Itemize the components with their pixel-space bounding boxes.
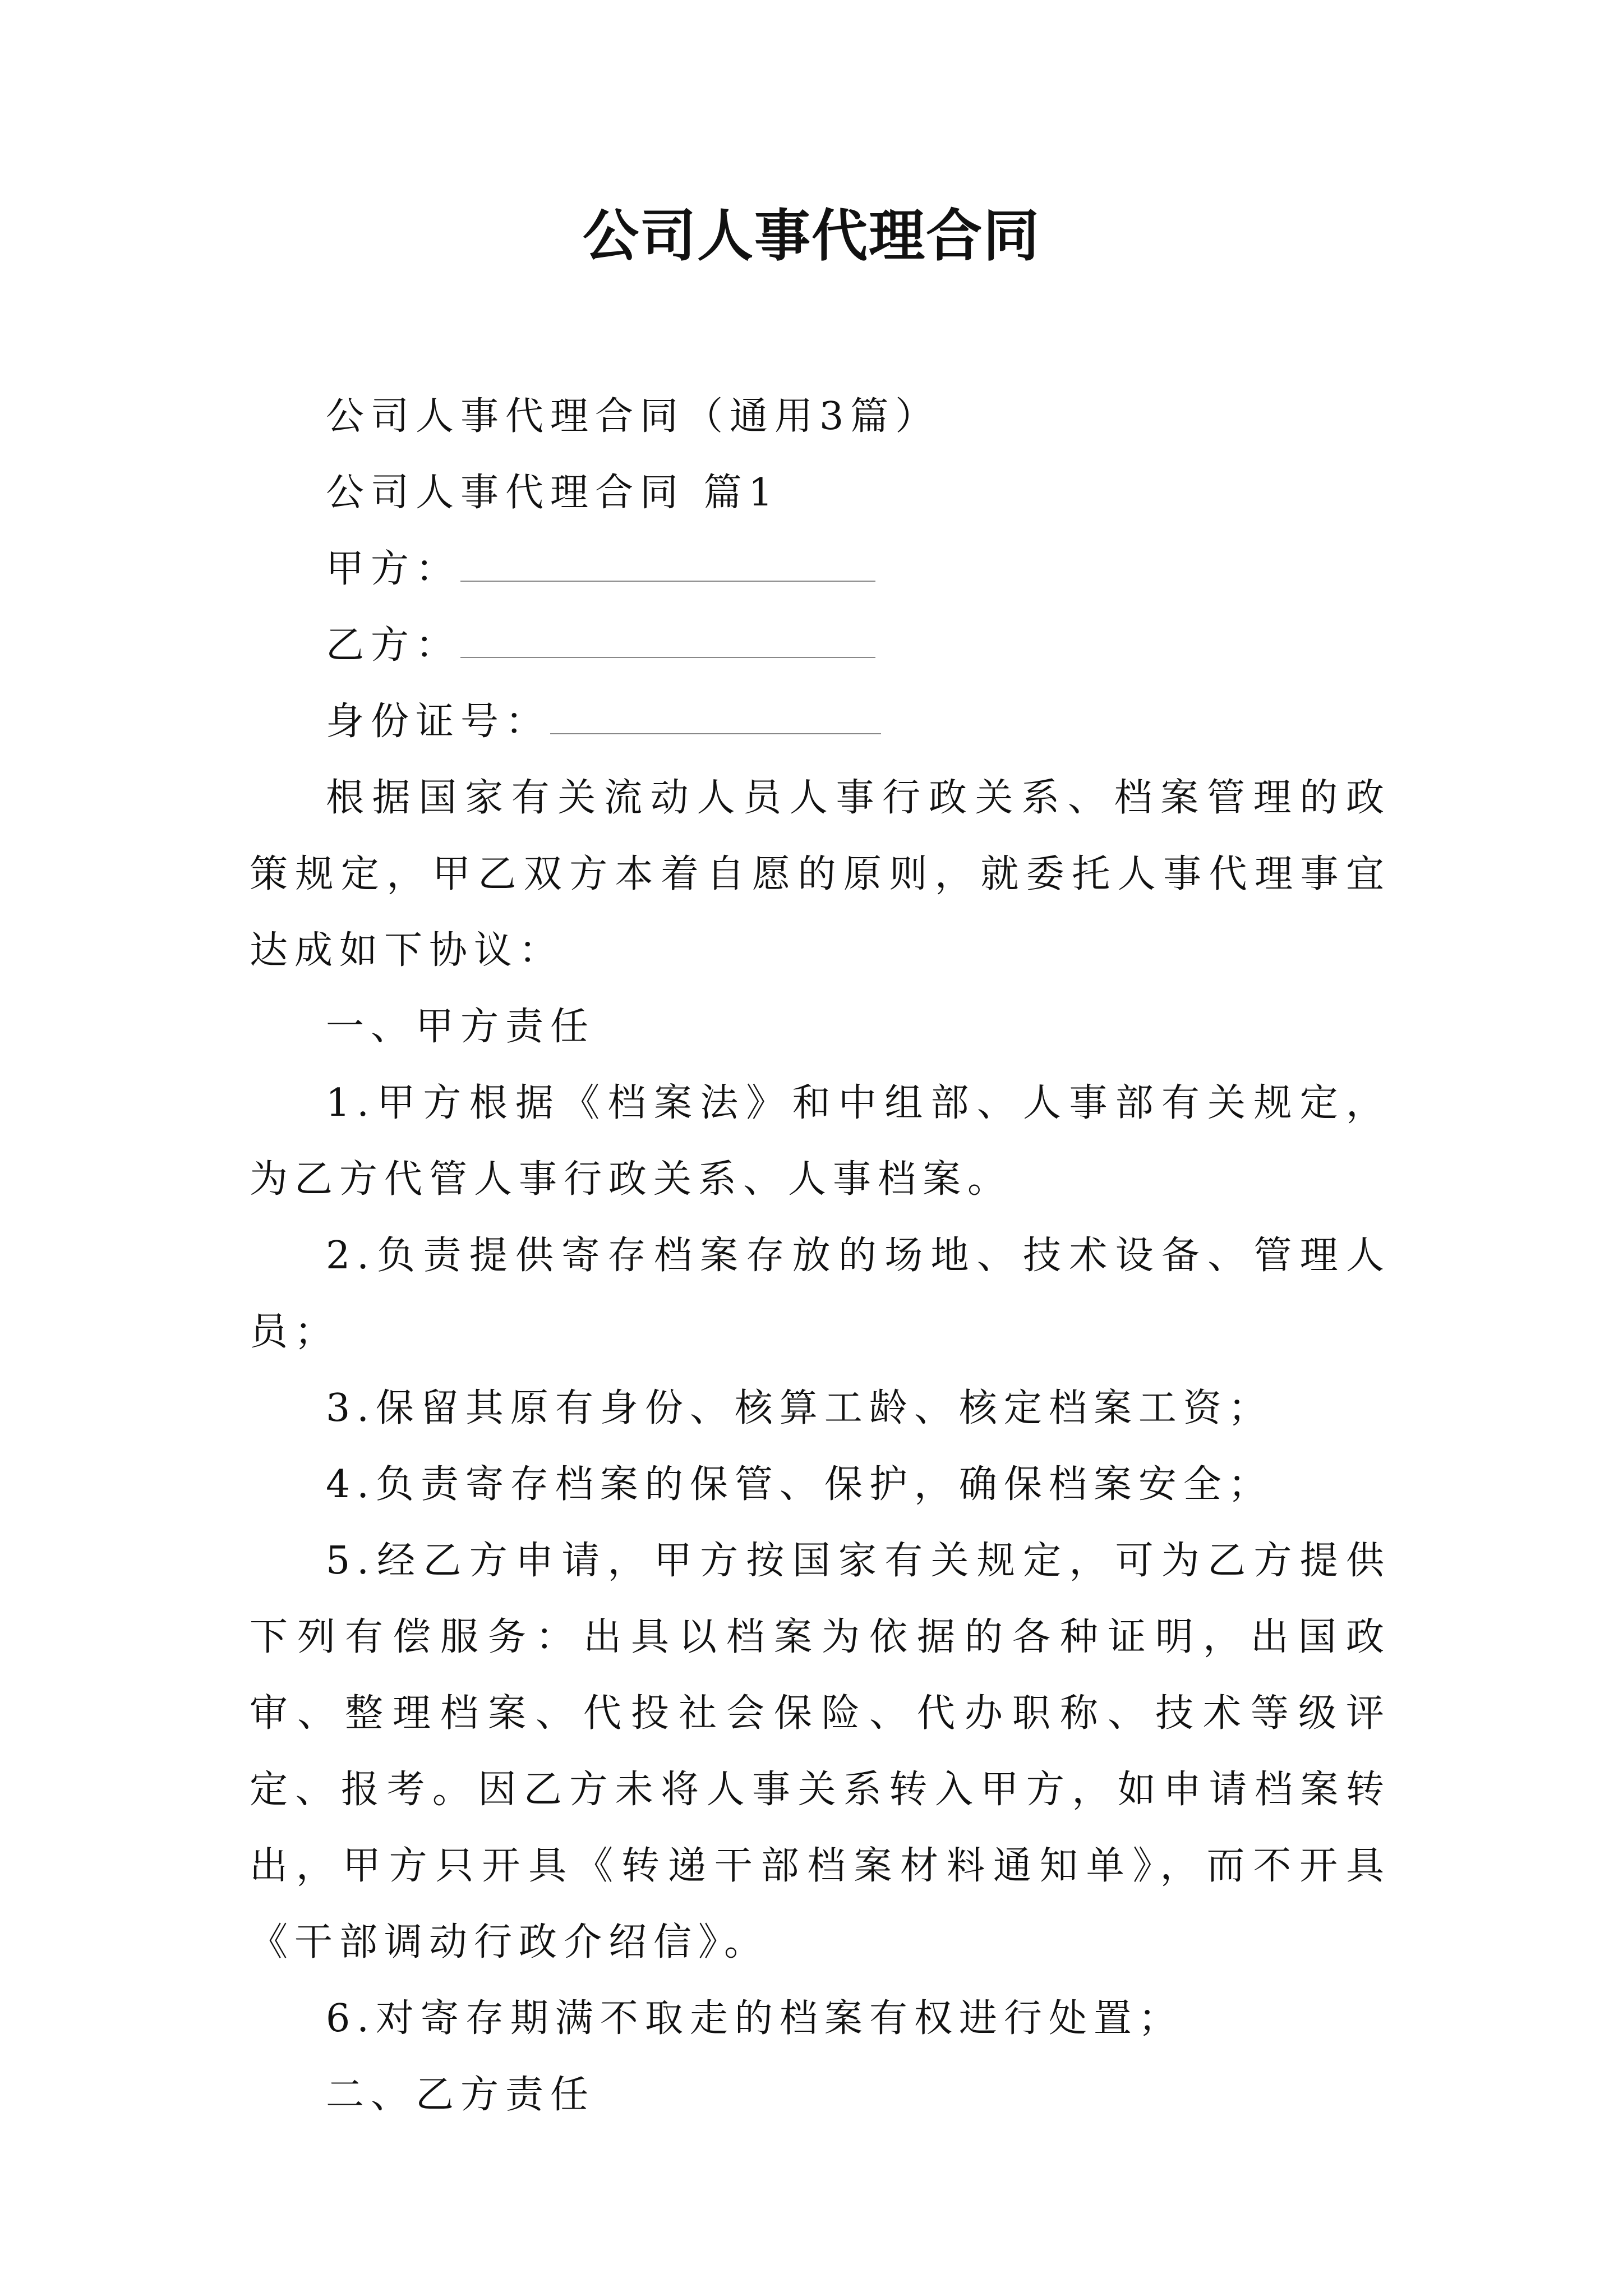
document-subtitle: 公司人事代理合同（通用3篇） <box>326 394 940 439</box>
document-body <box>250 379 1391 2133</box>
party-a-label: 甲方： <box>326 547 461 591</box>
section-heading-party-a: 一、甲方责任 <box>326 1005 596 1049</box>
clause-item-2: 2.负责提供寄存档案存放的场地、技术设备、管理人员； <box>250 1234 1391 1354</box>
document-title: 公司人事代理合同 <box>583 203 1040 269</box>
id-number-blank-line <box>550 700 881 734</box>
party-b-label: 乙方： <box>326 623 461 668</box>
section-heading-party-b: 二、乙方责任 <box>326 2073 596 2117</box>
intro-paragraph: 根据国家有关流动人员人事行政关系、档案管理的政策规定，甲乙双方本着自愿的原则，就委托人事代理事宜达成如下协议： <box>250 776 1391 973</box>
clause-item-4: 4.负责寄存档案的保管、保护，确保档案安全； <box>326 1462 1273 1507</box>
part-title: 公司人事代理合同 篇1 <box>326 471 780 515</box>
clause-item-6: 6.对寄存期满不取走的档案有权进行处置； <box>326 1996 1183 2041</box>
id-number-field <box>250 684 1391 760</box>
party-a-field <box>250 531 1391 608</box>
party-b-blank-line <box>460 623 875 658</box>
clause-item-1: 1.甲方根据《档案法》和中组部、人事部有关规定，为乙方代管人事行政关系、人事档案。 <box>250 1081 1391 1202</box>
party-a-blank-line <box>460 547 875 582</box>
clause-item-5: 5.经乙方申请，甲方按国家有关规定，可为乙方提供下列有偿服务：出具以档案为依据的各种证明，出国政审、整理档案、代投社会保险、代办职称、技术等级评定、报考。因乙方未将人事关系转入甲方，如申请档案转出，甲方只开具《转递干部档案材料通知单》，而不开具《干部调动行政介绍信》。 <box>250 1539 1391 1964</box>
clause-item-3: 3.保留其原有身份、核算工龄、核定档案工资； <box>326 1386 1273 1430</box>
party-b-field <box>250 608 1391 684</box>
id-number-label: 身份证号： <box>326 700 551 744</box>
